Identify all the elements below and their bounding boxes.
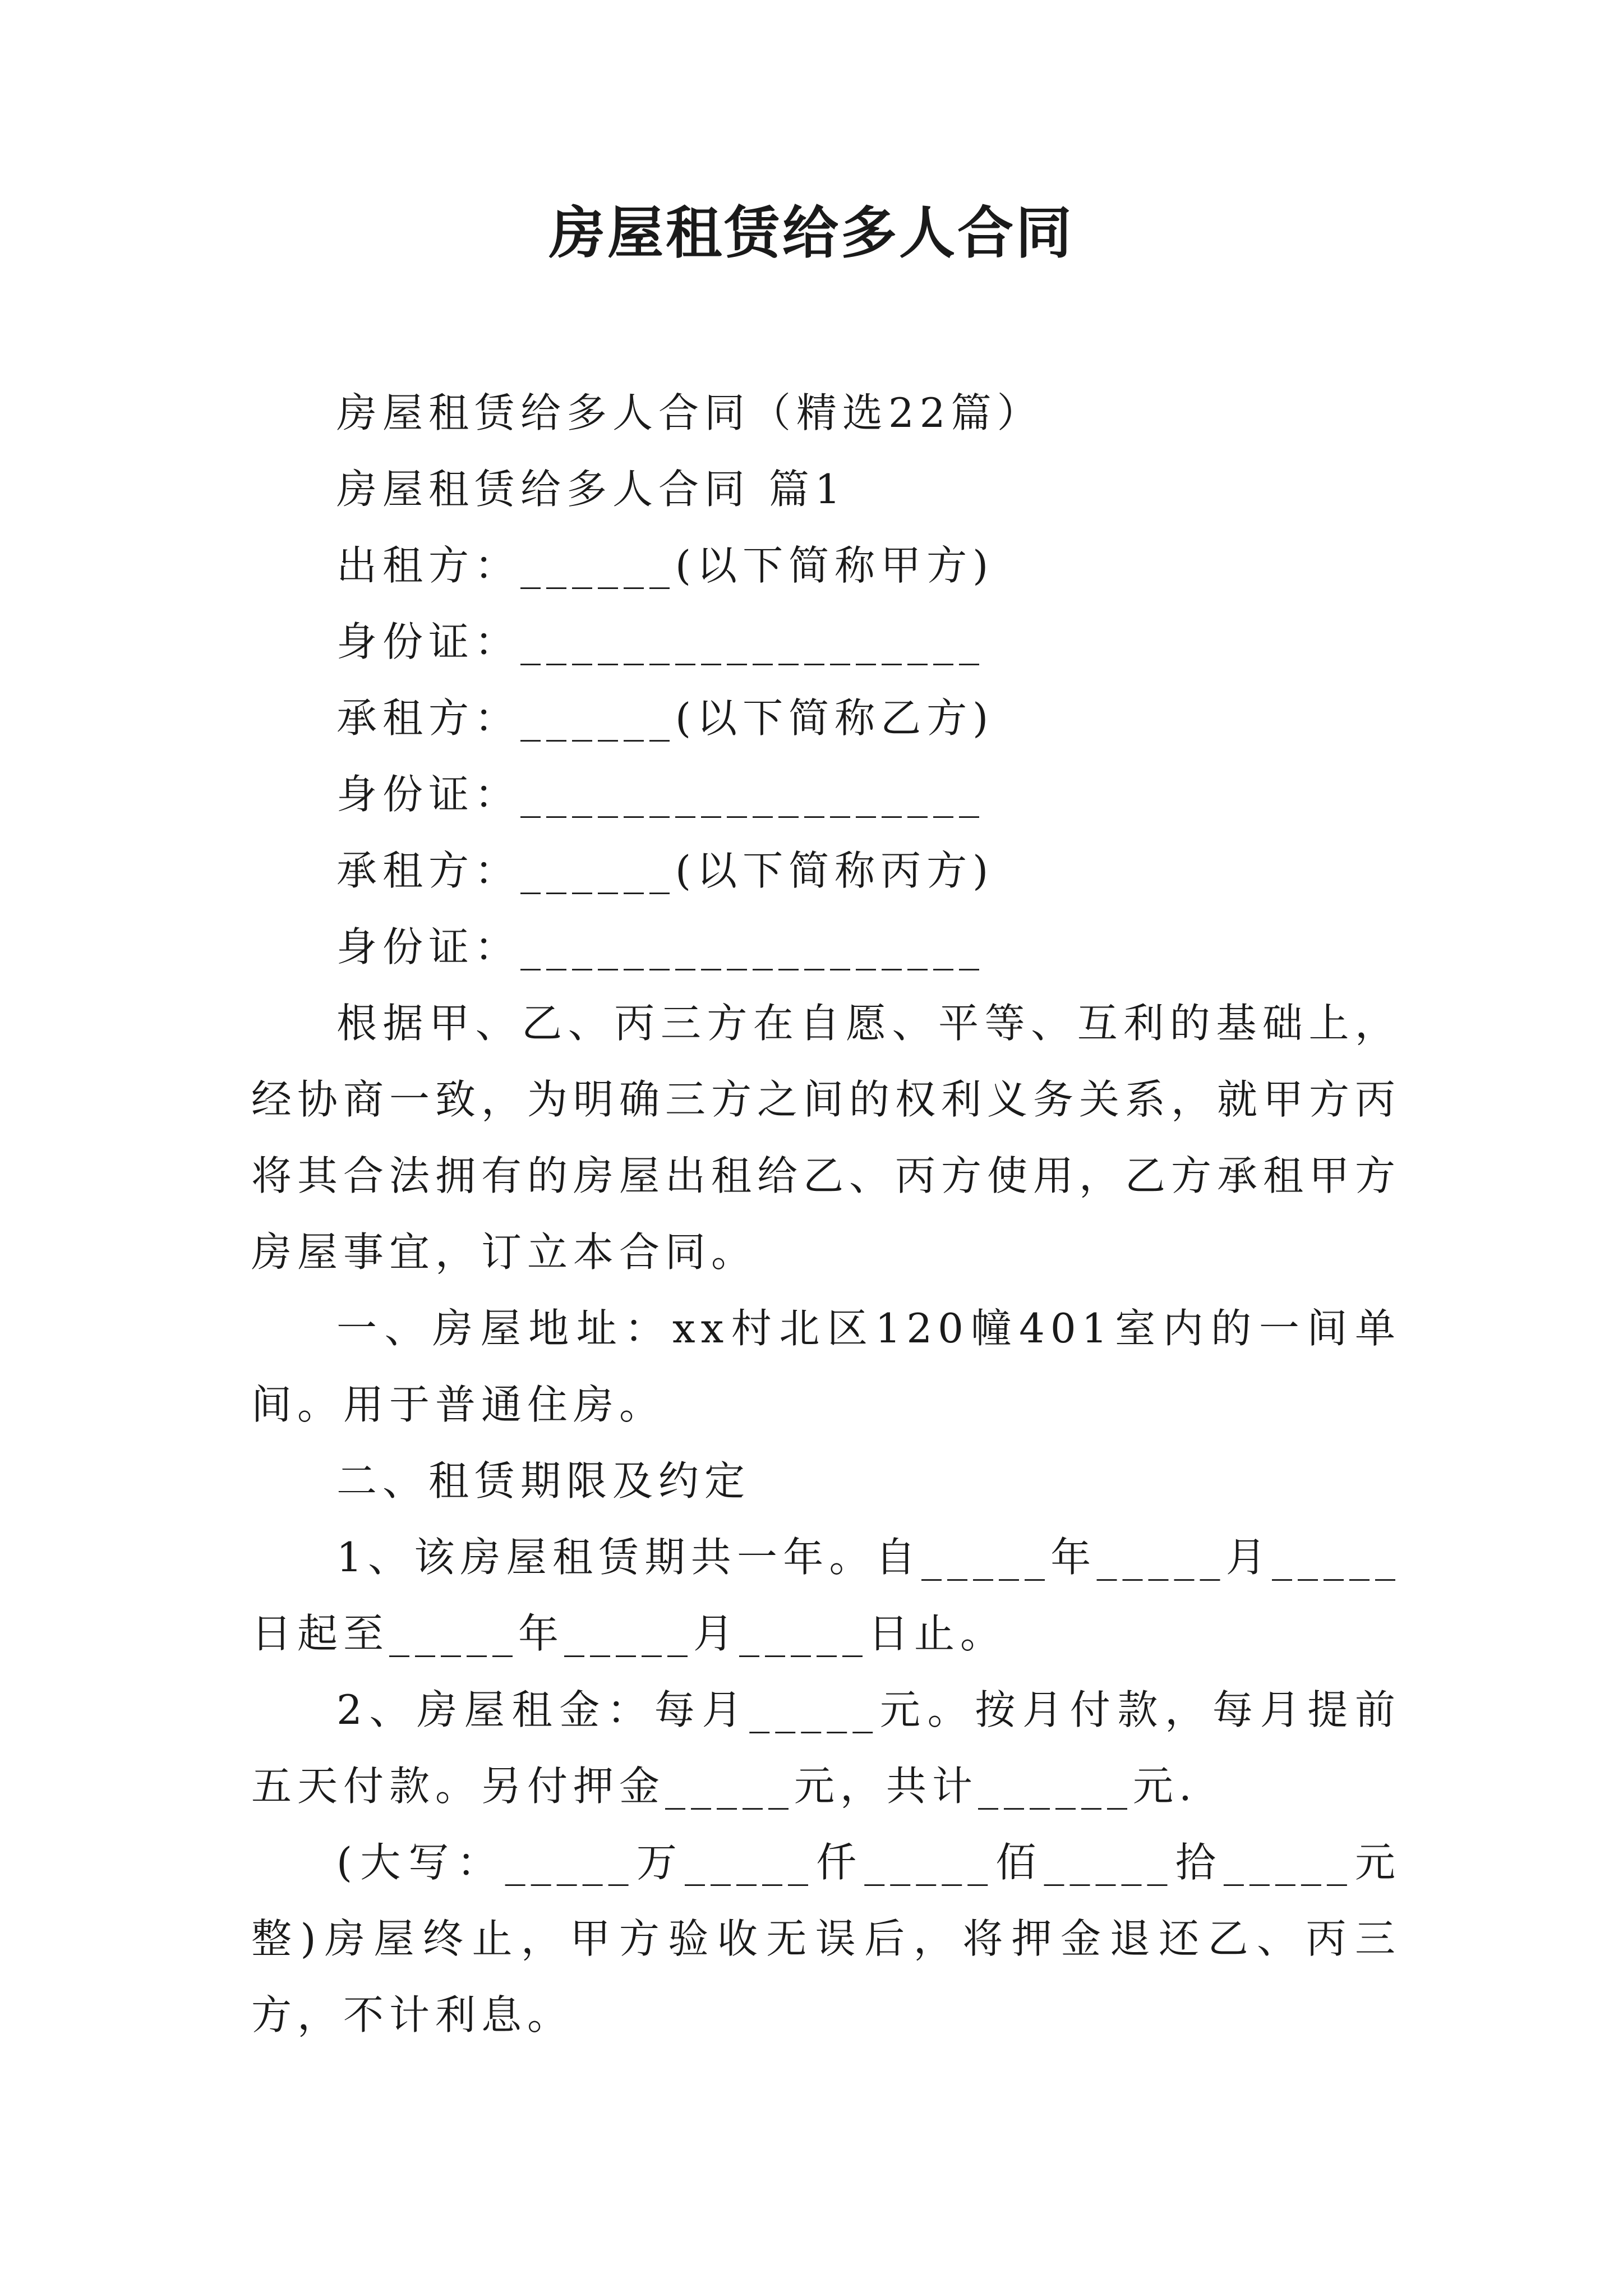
lessor-id-line: 身份证：__________________ — [336, 618, 985, 665]
lessee-c-line: 承租方：______(以下简称丙方) — [336, 847, 994, 894]
clause-lease-period: 1、该房屋租赁期共一年。自_____年_____月_____日起至_____年_____月_____日止。 — [251, 1534, 1401, 1657]
document-body — [251, 375, 1401, 2053]
lessee-b-id-line: 身份证：__________________ — [336, 771, 985, 818]
clause-rent: 2、房屋租金：每月_____元。按月付款，每月提前五天付款。另付押金_____元，共计______元. — [251, 1686, 1401, 1810]
section-heading: 房屋租赁给多人合同 篇1 — [336, 466, 846, 513]
clause-house-address: 一、房屋地址：xx村北区120幢401室内的一间单间。用于普通住房。 — [251, 1305, 1401, 1428]
lessor-line: 出租方：______(以下简称甲方) — [336, 542, 994, 589]
clause-deposit-capital: (大写：_____万_____仟_____佰_____拾_____元整)房屋终止，甲方验收无误后，将押金退还乙、丙三方，不计利息。 — [251, 1839, 1401, 2039]
document-subtitle: 房屋租赁给多人合同（精选22篇） — [336, 389, 1043, 436]
document-title: 房屋租赁给多人合同 — [549, 200, 1074, 266]
clause-lease-term-heading: 二、租赁期限及约定 — [336, 1457, 751, 1504]
preamble-paragraph: 根据甲、乙、丙三方在自愿、平等、互利的基础上，经协商一致，为明确三方之间的权利义务关系，就甲方丙将其合法拥有的房屋出租给乙、丙方使用，乙方承租甲方房屋事宜，订立本合同。 — [251, 1000, 1401, 1276]
lessee-c-id-line: 身份证：__________________ — [336, 923, 985, 970]
lessee-b-line: 承租方：______(以下简称乙方) — [336, 694, 994, 742]
